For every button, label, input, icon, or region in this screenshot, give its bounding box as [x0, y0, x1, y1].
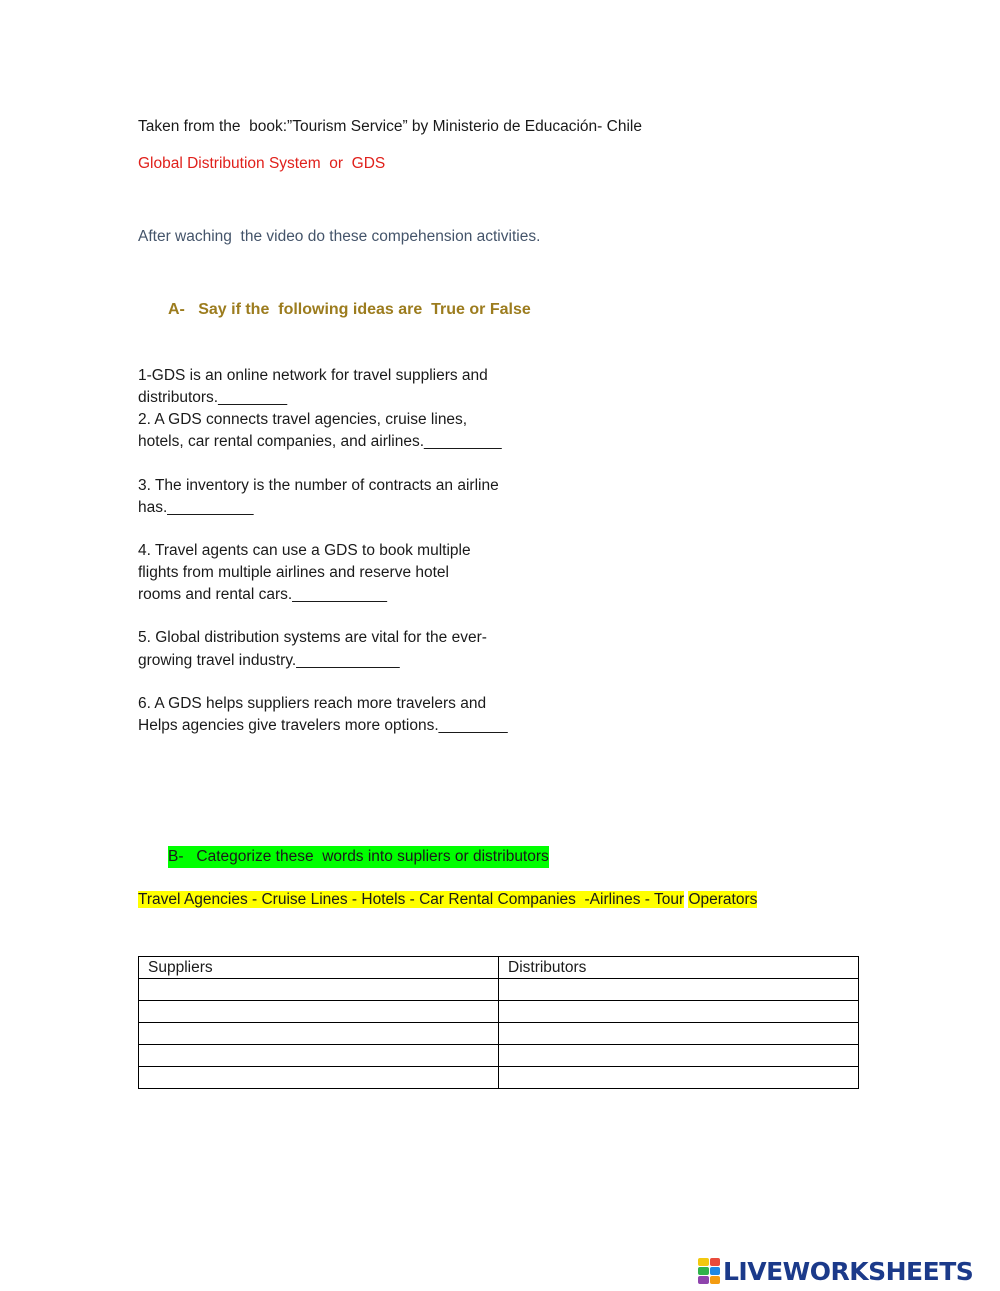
source-line: Taken from the book:”Tourism Service” by Ministerio de Educación- Chile [138, 118, 642, 135]
table-row [139, 979, 859, 1001]
section-a-heading: A- Say if the following ideas are True or False [168, 301, 531, 318]
distributors-answer-cell[interactable] [499, 1045, 859, 1067]
distributors-answer-cell[interactable] [499, 1023, 859, 1045]
table-row [139, 1023, 859, 1045]
distributors-answer-cell[interactable] [499, 1001, 859, 1023]
table-header-row [139, 957, 859, 979]
question-line: rooms and rental cars.___________ [138, 586, 388, 603]
intro-instruction: After waching the video do these compehension activities. [138, 228, 541, 245]
categorize-table [138, 956, 859, 1089]
section-b-heading: B- Categorize these words into supliers or distributors [168, 846, 549, 868]
word-bank [138, 889, 757, 911]
question-line: Helps agencies give travelers more options.________ [138, 717, 508, 734]
question-line: distributors.________ [138, 389, 288, 406]
question-line: has.__________ [138, 499, 254, 516]
suppliers-header: Suppliers [139, 957, 499, 979]
liveworksheets-logo [698, 1256, 973, 1286]
table-row [139, 1067, 859, 1089]
question-line: growing travel industry.____________ [138, 652, 400, 669]
suppliers-answer-cell[interactable] [139, 1001, 499, 1023]
question-line: flights from multiple airlines and reserve hotel [138, 564, 449, 581]
distributors-answer-cell[interactable] [499, 1067, 859, 1089]
word-bank-part-1: Travel Agencies - Cruise Lines - Hotels - Car Rental Companies -Airlines - Tour [138, 891, 685, 908]
word-bank-part-2: Operators [688, 891, 758, 908]
table-row [139, 1045, 859, 1067]
question-line: 4. Travel agents can use a GDS to book multiple [138, 542, 471, 559]
question-line: 1-GDS is an online network for travel suppliers and [138, 367, 488, 384]
question-line: 2. A GDS connects travel agencies, cruise lines, [138, 411, 468, 428]
liveworksheets-logo-icon [698, 1258, 720, 1284]
liveworksheets-logo-text: LIVEWORKSHEETS [723, 1256, 974, 1286]
suppliers-answer-cell[interactable] [139, 1045, 499, 1067]
suppliers-answer-cell[interactable] [139, 979, 499, 1001]
suppliers-answer-cell[interactable] [139, 1067, 499, 1089]
table-row [139, 1001, 859, 1023]
question-line: 5. Global distribution systems are vital for the ever- [138, 629, 487, 646]
distributors-header: Distributors [499, 957, 859, 979]
question-line: 3. The inventory is the number of contracts an airline [138, 477, 499, 494]
suppliers-answer-cell[interactable] [139, 1023, 499, 1045]
distributors-answer-cell[interactable] [499, 979, 859, 1001]
question-line: hotels, car rental companies, and airlines._________ [138, 433, 502, 450]
question-line: 6. A GDS helps suppliers reach more travelers and [138, 695, 487, 712]
document-title: Global Distribution System or GDS [138, 155, 386, 172]
